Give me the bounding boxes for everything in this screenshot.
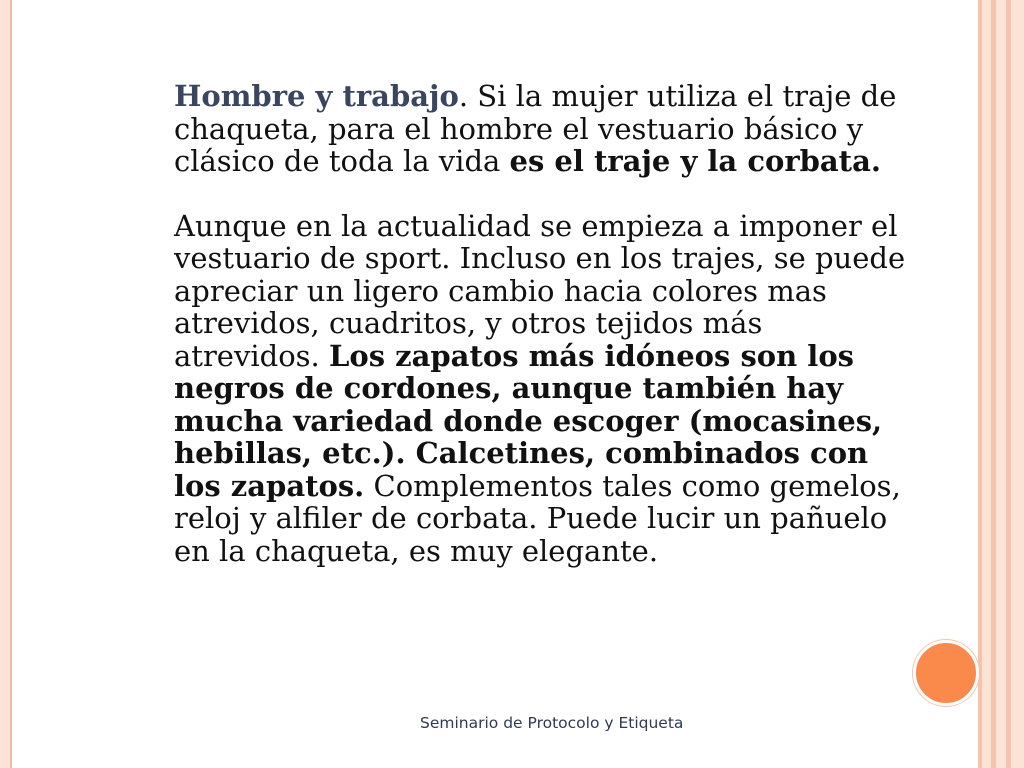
left-border-decoration: [0, 0, 12, 768]
decorative-circle: [913, 640, 979, 706]
paragraph-text-end: Complementos tales como gemelos, reloj y alfiler de corbata. Puede lucir un pañuelo en la chaqueta, es muy elegante.: [174, 468, 901, 568]
paragraph-hombre-trabajo: [174, 80, 909, 178]
paragraph-text: . Si la mujer utiliza el traje de chaqueta, para el hombre el vestuario básico y clásico de toda la vida: [174, 79, 897, 178]
right-border-stripe: [982, 0, 991, 768]
paragraph-lead: Hombre y trabajo: [174, 79, 459, 113]
slide-body: [174, 80, 909, 567]
right-border-stripe: [1011, 0, 1024, 768]
paragraph-vestuario: [174, 210, 909, 568]
paragraph-bold-text: Los zapatos más idóneos son los negros de cordones, aunque también hay mucha variedad donde escoger (mocasines, hebillas, etc.). Calcetines, combinados con los zapatos.: [174, 338, 883, 503]
paragraph-bold-text: es el traje y la corbata.: [509, 144, 881, 178]
paragraph-text: Aunque en la actualidad se empieza a imponer el vestuario de sport. Incluso en los trajes, se puede apreciar un ligero cambio hacia colores mas atrevidos, cuadritos, y otros tejidos más atrevidos.: [174, 208, 906, 373]
right-border-stripe: [996, 0, 1006, 768]
footer-text: Seminario de Protocolo y Etiqueta: [420, 714, 684, 732]
